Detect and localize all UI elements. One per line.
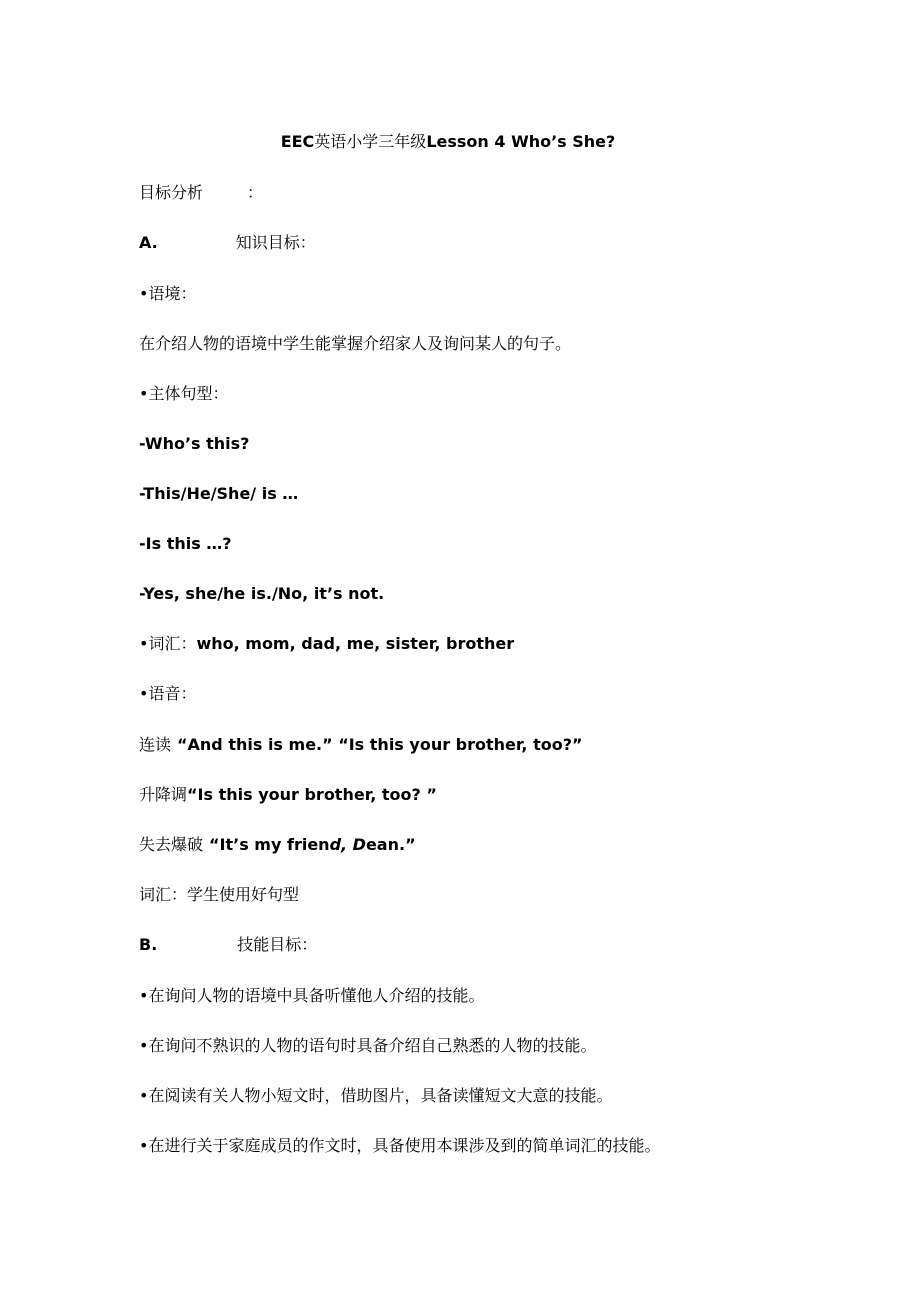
skill-item: •在询问不熟识的人物的语句时具备介绍自己熟悉的人物的技能。 xyxy=(139,1036,597,1055)
section-a-heading: A. 知识目标： xyxy=(139,233,316,252)
sentence-pattern: -Is this …? xyxy=(139,534,232,553)
sentence-patterns-label: •主体句型： xyxy=(139,384,229,403)
document-title: EEC英语小学三年级Lesson 4 Who’s She? xyxy=(280,132,616,151)
section-b-heading: B. 技能目标： xyxy=(139,935,318,954)
context-label: •语境： xyxy=(139,284,197,303)
pronunciation-label: •语音： xyxy=(139,684,197,703)
elision-line: 失去爆破 “It’s my friend, Dean.” xyxy=(139,835,416,854)
vocab-note: 词汇：学生使用好句型 xyxy=(139,885,300,904)
skill-item: •在阅读有关人物小短文时，借助图片，具备读懂短文大意的技能。 xyxy=(139,1086,613,1105)
skill-item: •在询问人物的语境中具备听懂他人介绍的技能。 xyxy=(139,986,485,1005)
analysis-heading: 目标分析 ： xyxy=(139,183,264,202)
liaison-line: 连读 “And this is me.” “Is this your brother, too?” xyxy=(139,735,583,754)
intonation-line: 升降调“Is this your brother, too? ” xyxy=(139,785,437,804)
sentence-pattern: -This/He/She/ is … xyxy=(139,484,299,503)
sentence-pattern: -Yes, she/he is./No, it’s not. xyxy=(139,584,385,603)
vocabulary-line: •词汇：who, mom, dad, me, sister, brother xyxy=(139,634,515,653)
sentence-pattern: -Who’s this? xyxy=(139,434,250,453)
context-text: 在介绍人物的语境中学生能掌握介绍家人及询问某人的句子。 xyxy=(139,334,572,353)
skill-item: •在进行关于家庭成员的作文时，具备使用本课涉及到的简单词汇的技能。 xyxy=(139,1136,661,1155)
